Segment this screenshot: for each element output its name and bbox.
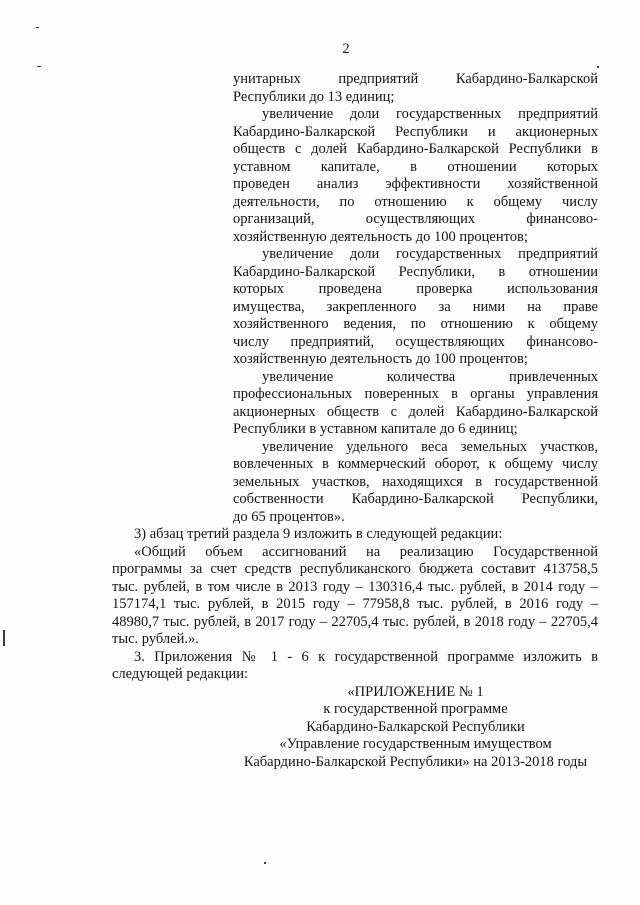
text-line: профессиональных поверенных в органы управления bbox=[233, 386, 598, 402]
text-line: 157174,1 тыс. рублей, в 2015 году – 77958,8 тыс. рублей, в 2016 году – bbox=[112, 596, 598, 612]
text-line: организаций, осуществляющих финансово- bbox=[233, 211, 598, 227]
appendices-paragraph bbox=[112, 649, 598, 684]
scan-speck bbox=[37, 66, 41, 67]
scan-speck bbox=[36, 27, 39, 28]
text-line: имущества, закрепленного за ними на праве bbox=[233, 298, 598, 315]
text-line: к государственной программе bbox=[323, 701, 508, 717]
page-number: 2 bbox=[342, 41, 350, 57]
text-line: тыс. рублей, в том числе в 2013 году – 130316,4 тыс. рублей, в 2014 году – bbox=[112, 578, 598, 595]
text-line: Республики в уставном капитале до 6 единиц; bbox=[233, 421, 518, 437]
appendix-header bbox=[233, 684, 598, 772]
text-line: «Общий объем ассигнований на реализацию Государственной bbox=[134, 543, 598, 560]
text-line: вовлеченных в коммерческий оборот, к общему числу bbox=[233, 456, 598, 472]
text-line: числу предприятий, осуществляющих финансово- bbox=[233, 333, 598, 350]
text-line: увеличение удельного веса земельных участков, bbox=[262, 438, 598, 455]
text-line: Кабардино-Балкарской Республики» на 2013-2018 годы bbox=[243, 753, 588, 770]
text-line: которых проведена проверка использования bbox=[233, 281, 598, 297]
scan-speck bbox=[264, 862, 266, 864]
text-line: 3. Приложения № 1 - 6 к государственной программе изложить в bbox=[134, 648, 598, 665]
funding-quote-paragraph bbox=[112, 544, 598, 649]
text-line: Кабардино-Балкарской Республики и акционерных bbox=[233, 123, 598, 140]
indicator-paragraph bbox=[233, 106, 598, 246]
text-line: Кабардино-Балкарской Республики bbox=[306, 718, 525, 735]
text-line: земельных участков, находящихся в государственной bbox=[233, 473, 598, 490]
text-line: следующей редакции: bbox=[112, 666, 249, 682]
text-line: хозяйственную деятельность до 100 процентов; bbox=[233, 351, 528, 367]
indicator-paragraph bbox=[233, 439, 598, 527]
text-line: Кабардино-Балкарской Республики, в отношении bbox=[233, 263, 598, 280]
indicator-paragraph bbox=[233, 246, 598, 369]
scan-speck bbox=[597, 66, 599, 68]
text-line: увеличение количества привлеченных bbox=[262, 368, 598, 385]
text-line: Республики до 13 единиц; bbox=[233, 88, 395, 105]
text-line: 48980,7 тыс. рублей, в 2017 году – 22705,4 тыс. рублей, в 2018 году – 22705,4 bbox=[112, 613, 598, 630]
text-line: уставном капитале, в отношении которых bbox=[233, 158, 598, 175]
text-line: увеличение доли государственных предприятий bbox=[262, 246, 598, 262]
text-line: деятельности, по отношению к общему числу bbox=[233, 193, 598, 210]
text-line: акционерных обществ с долей Кабардино-Балкарской bbox=[233, 403, 598, 420]
text-line: унитарных предприятий Кабардино-Балкарской bbox=[233, 71, 598, 87]
text-line: «Управление государственным имуществом bbox=[279, 736, 552, 752]
text-line: до 65 процентов». bbox=[233, 508, 345, 525]
text-line: собственности Кабардино-Балкарской Республики, bbox=[233, 491, 598, 507]
text-line: обществ с долей Кабардино-Балкарской Республики в bbox=[233, 141, 598, 157]
indicator-paragraph bbox=[233, 71, 598, 106]
text-line: проведен анализ эффективности хозяйственной bbox=[233, 176, 598, 192]
text-line: хозяйственную деятельность до 100 процентов; bbox=[233, 228, 528, 245]
document-body bbox=[0, 71, 640, 771]
text-line: хозяйственного ведения, по отношению к общему bbox=[233, 316, 598, 332]
indicator-paragraph bbox=[233, 369, 598, 439]
amendment-paragraph bbox=[112, 526, 598, 544]
text-line: тыс. рублей.». bbox=[112, 631, 199, 647]
appendix-title: «ПРИЛОЖЕНИЕ № 1 bbox=[347, 683, 484, 700]
text-line: увеличение доли государственных предприятий bbox=[262, 106, 598, 122]
text-line: программы за счет средств республиканского бюджета составит 413758,5 bbox=[112, 561, 598, 577]
text-line: 3) абзац третий раздела 9 изложить в следующей редакции: bbox=[134, 526, 503, 542]
indicators-block bbox=[233, 71, 598, 526]
